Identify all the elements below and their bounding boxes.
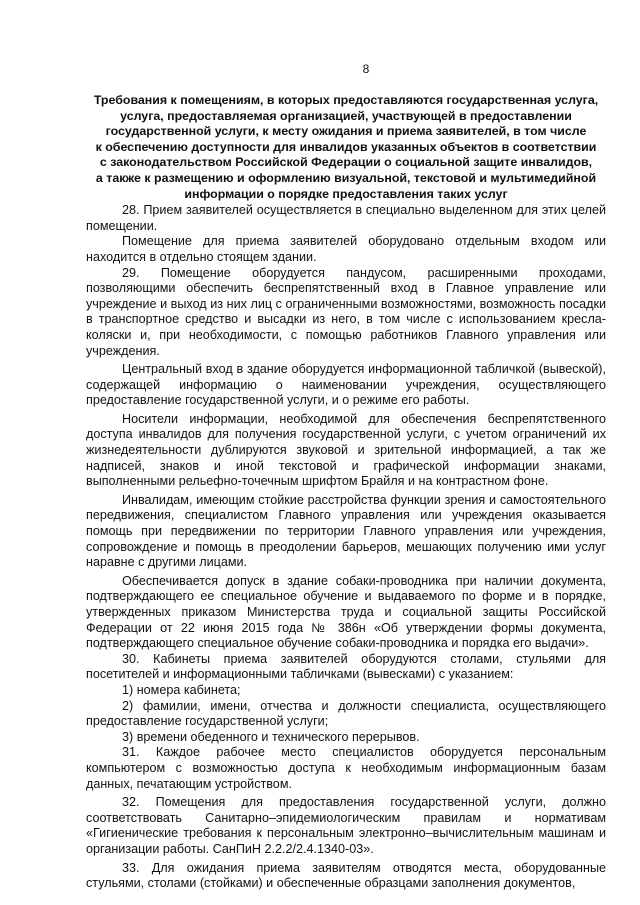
page-number: 8: [362, 62, 370, 76]
paragraph-29-assistance: Инвалидам, имеющим стойкие расстройства функции зрения и самостоятельного передвижения, специалистом Главного управления или учреждения оказывается помощь при передвижении по территории Главного управления или учреждения, сопровождение и помощь в преодолении барьеров, мешающих получению ими услуг наравне с другими лицами.: [86, 492, 606, 570]
heading-line: Требования к помещениям, в которых предоставляются государственная услуга,: [93, 93, 599, 107]
document-body: [86, 203, 606, 892]
paragraph-28: 28. Прием заявителей осуществляется в специально выделенном для этих целей помещении.: [86, 203, 606, 233]
paragraph-28-entrance: Помещение для приема заявителей оборудовано отдельным входом или находится в отдельно стоящем здании.: [86, 234, 606, 264]
list-item-3: 3) времени обеденного и технического перерывов.: [122, 729, 420, 744]
heading-line: государственной услуги, к месту ожидания и приема заявителей, в том числе: [105, 124, 587, 139]
paragraph-29-guide-dog: Обеспечивается допуск в здание собаки-проводника при наличии документа, подтверждающего ее специальное обучение и выдаваемого по форме и в порядке, утвержденных приказом Министерства труда и социальной защиты Российской Федерации от 22 июня 2015 года № 386н «Об утверждении формы документа, подтверждающего специальное обучение собаки-проводника и порядка его выдачи».: [86, 573, 606, 651]
paragraph-29: 29. Помещение оборудуется пандусом, расширенными проходами, позволяющими обеспечить беспрепятственный вход в Главное управление или учреждение и выход из них лиц с ограниченными возможностями, возможность посадки в транспортное средство и высадки из него, в том числе с использованием кресла-коляски и, при необходимости, с помощью работников Главного управления или учреждения.: [86, 265, 606, 358]
paragraph-33: 33. Для ожидания приема заявителям отводятся места, оборудованные стульями, столами (стойками) и обеспеченные образцами заполнения документов,: [86, 860, 606, 891]
heading-line: а также к размещению и оформлению визуальной, текстовой и мультимедийной: [95, 170, 597, 185]
heading-line: информации о порядке предоставления таких услуг: [184, 186, 508, 201]
section-heading: [86, 93, 606, 202]
paragraph-29-information-carriers: Носители информации, необходимой для обеспечения беспрепятственного доступа инвалидов для получения государственной услуги, с учетом ограничений их жизнедеятельности дублируются звуковой и зрительной информацией, а так же надписей, знаков и иной текстовой и графической информации знаками, выполненными рельефно-точечным шрифтом Брайля и на контрастном фоне.: [86, 411, 606, 489]
heading-line: с законодательством Российской Федерации о социальной защите инвалидов,: [99, 155, 593, 170]
heading-line: к обеспечению доступности для инвалидов указанных объектов в соответствии: [95, 139, 597, 154]
paragraph-30: 30. Кабинеты приема заявителей оборудуются столами, стульями для посетителей и информационными табличками (вывесками) с указанием:: [86, 651, 606, 682]
heading-line: услуга, предоставляемая организацией, участвующей в предоставлении: [120, 108, 572, 123]
paragraph-32: 32. Помещения для предоставления государственной услуги, должно соответствовать Санитарно–эпидемиологическим правилам и нормативам «Гигиенические требования к персональным электронно–вычислительным машинам и организации работы. СанПиН 2.2.2/2.4.1340-03».: [86, 795, 606, 856]
list-item-1: 1) номера кабинета;: [122, 682, 241, 697]
paragraph-29-signboard: Центральный вход в здание оборудуется информационной табличкой (вывеской), содержащей информацию о наименовании учреждения, осуществляющего предоставление государственной услуги, и о режиме его работы.: [86, 362, 606, 408]
list-item-2: 2) фамилии, имени, отчества и должности специалиста, осуществляющего предоставление государственной услуги;: [86, 698, 606, 729]
paragraph-31: 31. Каждое рабочее место специалистов оборудуется персональным компьютером с возможностью доступа к необходимым информационным базам данных, печатающим устройством.: [86, 745, 606, 791]
